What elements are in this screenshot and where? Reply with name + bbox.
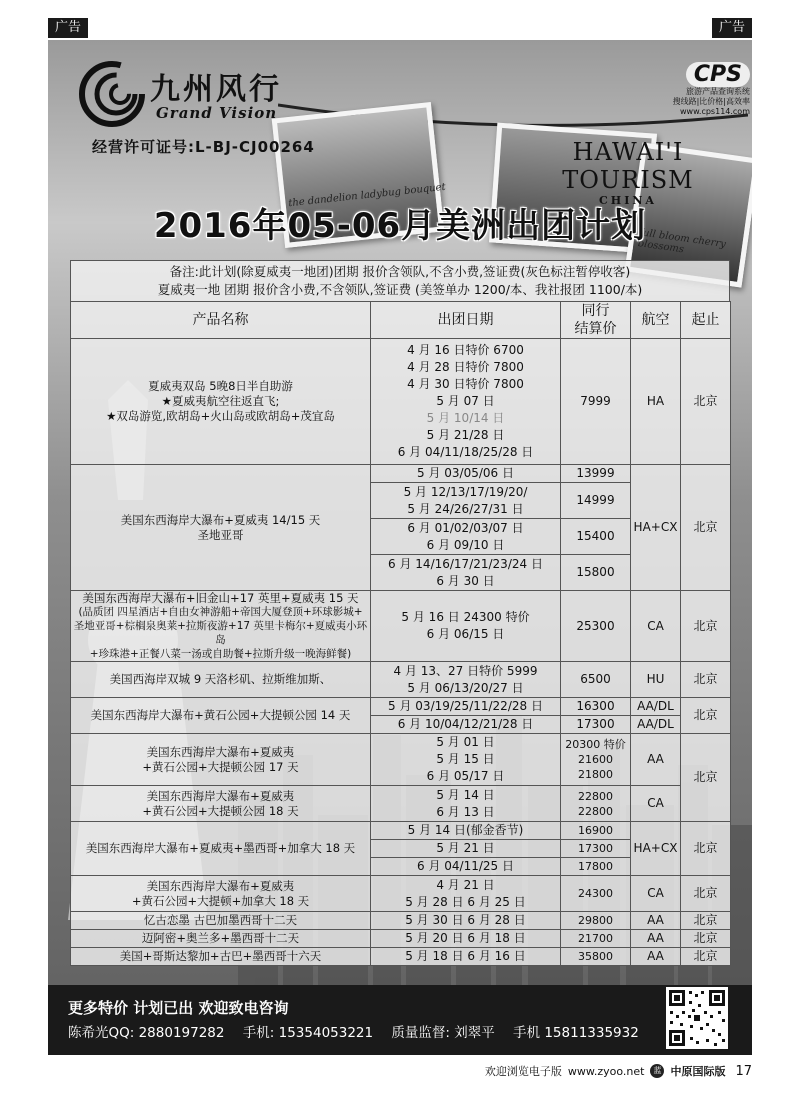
advertisement-poster xyxy=(48,40,752,1055)
table-row xyxy=(71,465,731,483)
price: 20300 特价 21600 21800 xyxy=(561,734,631,786)
price: 6500 xyxy=(561,662,631,698)
departure-dates: 4 月 21 日 5 月 28 日 6 月 25 日 xyxy=(371,876,561,912)
price: 13999 xyxy=(561,465,631,483)
airline: AA xyxy=(631,912,681,930)
origin: 北京 xyxy=(681,876,731,912)
price: 22800 22800 xyxy=(561,786,631,822)
footer-title: 更多特价 计划已出 欢迎致电咨询 xyxy=(68,999,289,1017)
departure-dates: 6 月 01/02/03/07 日 6 月 09/10 日 xyxy=(371,519,561,555)
contact-phone-2: 手机 15811335932 xyxy=(513,1025,639,1041)
contact-qq: 陈希光QQ: 2880197282 xyxy=(68,1025,225,1041)
origin: 北京 xyxy=(681,822,731,876)
footer-contact-line xyxy=(68,1021,653,1041)
origin: 北京 xyxy=(681,591,731,662)
airline: HA+CX xyxy=(631,822,681,876)
page-number: 17 xyxy=(735,1063,752,1079)
origin: 北京 xyxy=(681,734,731,822)
price: 17300 xyxy=(561,716,631,734)
license-number: 经营许可证号:L-BJ-CJ00264 xyxy=(92,138,315,156)
table-row xyxy=(71,591,731,662)
photo-caption-1: the dandelion ladybug bouquet xyxy=(287,181,447,210)
price: 15800 xyxy=(561,555,631,591)
airline: HA+CX xyxy=(631,465,681,591)
hawaii-tourism-sub: CHINA xyxy=(599,194,657,207)
footer-site-link[interactable]: www.zyoo.net xyxy=(567,1064,645,1078)
schedule-table-block xyxy=(70,260,730,966)
product-name: 美国东西海岸大瀑布+夏威夷 +黄石公园+大提顿+加拿大 18 天 xyxy=(71,876,371,912)
departure-dates: 6 月 14/16/17/21/23/24 日 6 月 30 日 xyxy=(371,555,561,591)
departure-dates: 5 月 12/13/17/19/20/ 5 月 24/26/27/31 日 xyxy=(371,483,561,519)
brand-logo xyxy=(78,58,318,133)
price: 15400 xyxy=(561,519,631,555)
cps-url: www.cps114.com xyxy=(680,107,750,116)
airline: HU xyxy=(631,662,681,698)
note-line-2: 夏威夷一地 团期 报价含小费,不含领队,签证费 (美签单办 1200/本、我社报团 1100/本) xyxy=(157,282,643,297)
origin: 北京 xyxy=(681,465,731,591)
departure-dates: 5 月 01 日 5 月 15 日 6 月 05/17 日 xyxy=(371,734,561,786)
airline: HA xyxy=(631,339,681,465)
header-name: 产品名称 xyxy=(71,302,371,339)
departure-dates: 5 月 16 日 24300 特价 6 月 06/15 日 xyxy=(371,591,561,662)
hawaii-tourism-title: HAWAI'I TOURISM xyxy=(562,138,694,194)
product-name: 美国西海岸双城 9 天洛杉矶、拉斯维加斯、 xyxy=(71,662,371,698)
product-name: 美国东西海岸大瀑布+黄石公园+大提顿公园 14 天 xyxy=(71,698,371,734)
origin: 北京 xyxy=(681,662,731,698)
departure-dates: 6 月 04/11/25 日 xyxy=(371,858,561,876)
brand-logo-icon xyxy=(78,60,146,128)
price: 25300 xyxy=(561,591,631,662)
departure-dates: 5 月 18 日 6 月 16 日 xyxy=(371,948,561,966)
departure-dates: 5 月 20 日 6 月 18 日 xyxy=(371,930,561,948)
departure-dates: 5 月 14 日 6 月 13 日 xyxy=(371,786,561,822)
brand-name-cn: 九州风行 xyxy=(150,72,282,107)
table-row xyxy=(71,876,731,912)
footer-browse-text: 欢迎浏览电子版 xyxy=(484,1065,562,1078)
ad-label-right: 广告 xyxy=(712,18,752,38)
cps-logo-block xyxy=(660,62,750,122)
table-note xyxy=(70,260,730,301)
table-row xyxy=(71,786,731,822)
airline: AA xyxy=(631,948,681,966)
header-origin: 起止 xyxy=(681,302,731,339)
cps-line-2: 搜线路|比价格|高效率 xyxy=(672,97,750,106)
product-name: 美国东西海岸大瀑布+夏威夷 14/15 天 圣地亚哥 xyxy=(71,465,371,591)
hawaii-tourism-logo xyxy=(518,138,738,207)
price: 14999 xyxy=(561,483,631,519)
header-airline: 航空 xyxy=(631,302,681,339)
table-row xyxy=(71,698,731,716)
price: 21700 xyxy=(561,930,631,948)
table-row xyxy=(71,339,731,465)
section-badge-icon: 蓝 xyxy=(650,1064,664,1078)
departure-dates: 5 月 21 日 xyxy=(371,840,561,858)
departure-dates: 5 月 30 日 6 月 28 日 xyxy=(371,912,561,930)
header-dates: 出团日期 xyxy=(371,302,561,339)
departure-dates: 6 月 10/04/12/21/28 日 xyxy=(371,716,561,734)
origin: 北京 xyxy=(681,930,731,948)
product-name: 美国东西海岸大瀑布+夏威夷 +黄石公园+大提顿公园 18 天 xyxy=(71,786,371,822)
airline: CA xyxy=(631,786,681,822)
brand-name-en: Grand Vision xyxy=(156,104,278,122)
ad-label-left: 广告 xyxy=(48,18,88,38)
contact-footer xyxy=(48,985,752,1055)
cps-logo: CPS xyxy=(686,62,750,87)
price: 24300 xyxy=(561,876,631,912)
photo-caption-3: full bloom cherry blossoms xyxy=(637,227,727,256)
departure-dates: 4 月 16 日特价 6700 4 月 28 日特价 7800 4 月 30 日特价 7800 5 月 07 日 5 月 10/14 日 5 月 21/28 日 6 月 04/11/18/25/28 日 xyxy=(371,339,561,465)
section-name: 中原国际版 xyxy=(670,1065,726,1078)
table-row xyxy=(71,930,731,948)
airline: AA/DL xyxy=(631,716,681,734)
table-row xyxy=(71,822,731,840)
price: 7999 xyxy=(561,339,631,465)
suspended-date: 5 月 10/14 日 xyxy=(426,411,505,425)
table-row xyxy=(71,734,731,786)
price: 35800 xyxy=(561,948,631,966)
origin: 北京 xyxy=(681,912,731,930)
airline: CA xyxy=(631,591,681,662)
airline: AA xyxy=(631,930,681,948)
price: 16900 xyxy=(561,822,631,840)
product-name: 迈阿密+奥兰多+墨西哥十二天 xyxy=(71,930,371,948)
airline: AA xyxy=(631,734,681,786)
note-line-1: 备注:此计划(除夏威夷一地团)团期 报价含领队,不含小费,签证费(灰色标注暂停收客) xyxy=(169,264,631,279)
airline: AA/DL xyxy=(631,698,681,716)
price: 17800 xyxy=(561,858,631,876)
product-name: 美国+哥斯达黎加+古巴+墨西哥十六天 xyxy=(71,948,371,966)
departure-dates: 5 月 14 日(郁金香节) xyxy=(371,822,561,840)
header-price: 同行 结算价 xyxy=(561,302,631,339)
table-row xyxy=(71,948,731,966)
cps-line-1: 旅游产品查询系统 xyxy=(686,87,750,96)
airline: CA xyxy=(631,876,681,912)
product-name: 美国东西海岸大瀑布+旧金山+17 英里+夏威夷 15 天 (品质团 四星酒店+自由女神游船+帝国大厦登顶+环球影城+ 圣地亚哥+棕榈泉奥莱+拉斯夜游+17 英里卡梅尔+夏威夷小环岛 +珍珠港+正餐八菜一汤或自助餐+拉斯升级一晚海鲜餐) xyxy=(71,591,371,662)
quality-supervisor: 质量监督: 刘翠平 xyxy=(391,1025,495,1041)
product-name: 美国东西海岸大瀑布+夏威夷+墨西哥+加拿大 18 天 xyxy=(71,822,371,876)
product-name: 夏威夷双岛 5晚8日半自助游 ★夏威夷航空往返直飞; ★双岛游览,欧胡岛+火山岛或欧胡岛+茂宜岛 xyxy=(71,339,371,465)
product-name: 美国东西海岸大瀑布+夏威夷 +黄石公园+大提顿公园 17 天 xyxy=(71,734,371,786)
price: 16300 xyxy=(561,698,631,716)
product-name: 忆古恋墨 古巴加墨西哥十二天 xyxy=(71,912,371,930)
price: 29800 xyxy=(561,912,631,930)
price: 17300 xyxy=(561,840,631,858)
contact-phone-1: 手机: 15354053221 xyxy=(242,1025,374,1041)
origin: 北京 xyxy=(681,948,731,966)
table-header-row xyxy=(71,302,731,339)
page-title: 2016年05-06月美洲出团计划 xyxy=(153,206,647,246)
table-row xyxy=(71,662,731,698)
page-footer xyxy=(485,1063,752,1079)
origin: 北京 xyxy=(681,698,731,734)
departure-dates: 5 月 03/19/25/11/22/28 日 xyxy=(371,698,561,716)
origin: 北京 xyxy=(681,339,731,465)
departure-dates: 4 月 13、27 日特价 5999 5 月 06/13/20/27 日 xyxy=(371,662,561,698)
departure-dates: 5 月 03/05/06 日 xyxy=(371,465,561,483)
schedule-table xyxy=(70,301,731,966)
table-row xyxy=(71,912,731,930)
qr-code-icon[interactable] xyxy=(666,987,728,1049)
